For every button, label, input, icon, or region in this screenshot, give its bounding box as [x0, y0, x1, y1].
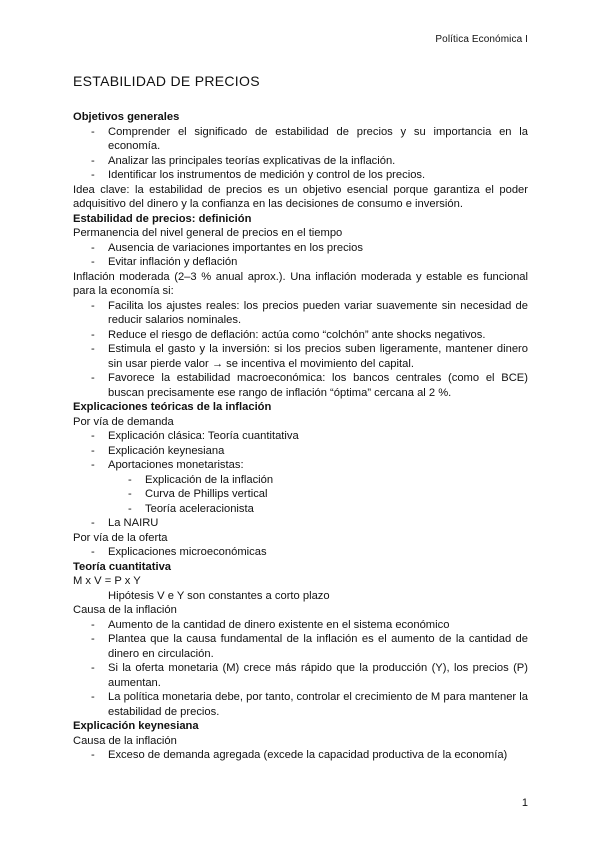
running-header: Política Económica I	[435, 34, 528, 45]
section-heading-objetivos: Objetivos generales	[73, 111, 180, 123]
page-title: ESTABILIDAD DE PRECIOS	[73, 73, 260, 89]
equation: M x V = P x Y	[73, 575, 141, 587]
sub-list-item: - Explicación de la inflación	[73, 473, 528, 488]
sub-list-item: - Curva de Phillips vertical	[73, 487, 528, 502]
demanda-label: Por vía de demanda	[73, 415, 174, 428]
list-item: - Facilita los ajustes reales: los precios pueden variar suavemente sin necesidad de reducir salarios nominales.	[73, 299, 528, 328]
definicion-intro: Permanencia del nivel general de precios en el tiempo	[73, 227, 343, 239]
section-heading-keynesiana: Explicación keynesiana	[73, 720, 199, 732]
causa-list	[73, 618, 528, 720]
idea-clave-paragraph: Idea clave: la estabilidad de precios es un objetivo esencial porque garantiza el poder adquisitivo del dinero y la confianza en las decisiones de consumo e inversión.	[73, 183, 528, 210]
section-heading-definicion: Estabilidad de precios: definición	[73, 212, 252, 225]
oferta-label: Por vía de la oferta	[73, 531, 168, 544]
list-item: - Plantea que la causa fundamental de la inflación es el aumento de la cantidad de dinero en circulación.	[73, 632, 528, 661]
list-item: - Aportaciones monetaristas:	[73, 458, 528, 473]
list-item: - Exceso de demanda agregada (excede la capacidad productiva de la economía)	[73, 748, 528, 763]
causa-label: Causa de la inflación	[73, 604, 177, 616]
list-item: - Estimula el gasto y la inversión: si los precios suben ligeramente, mantener dinero sin usar pierde valor → se incentiva el movimiento del capital.	[73, 342, 528, 371]
page-number: 1	[521, 797, 528, 809]
hypothesis: Hipótesis V e Y son constantes a corto plazo	[108, 589, 330, 602]
section-heading-explicaciones: Explicaciones teóricas de la inflación	[73, 401, 272, 413]
list-item: - Explicación clásica: Teoría cuantitativa	[73, 429, 528, 444]
list-item: - Comprender el significado de estabilidad de precios y su importancia en la economía.	[73, 125, 528, 154]
list-item: - Evitar inflación y deflación	[73, 255, 528, 270]
oferta-list	[73, 545, 528, 560]
list-item: - Ausencia de variaciones importantes en los precios	[73, 241, 528, 256]
list-item: - Explicaciones microeconómicas	[73, 545, 528, 560]
list-item: - Analizar las principales teorías explicativas de la inflación.	[73, 154, 528, 169]
list-item: - Identificar los instrumentos de medición y control de los precios.	[73, 168, 528, 183]
list-item: - Aumento de la cantidad de dinero existente en el sistema económico	[73, 618, 528, 633]
inflacion-moderada-paragraph: Inflación moderada (2–3 % anual aprox.). Una inflación moderada y estable es funcional para la economía si:	[73, 270, 528, 297]
list-item: - La política monetaria debe, por tanto, controlar el crecimiento de M para mantener la estabilidad de precios.	[73, 690, 528, 719]
section-heading-teoria-cuantitativa: Teoría cuantitativa	[73, 560, 172, 573]
list-item: - Si la oferta monetaria (M) crece más rápido que la producción (Y), los precios (P) aumentan.	[73, 661, 528, 690]
keynesiana-list	[73, 748, 528, 763]
list-item: - Explicación keynesiana	[73, 444, 528, 459]
list-item: - Favorece la estabilidad macroeconómica: los bancos centrales (como el BCE) buscan precisamente ese rango de inflación “óptima” cercana al 2 %.	[73, 371, 528, 400]
objetivos-list	[73, 125, 528, 183]
list-item: - La NAIRU	[73, 516, 528, 531]
definicion-list	[73, 241, 528, 270]
list-item: - Reduce el riesgo de deflación: actúa como “colchón” ante shocks negativos.	[73, 328, 528, 343]
document-body	[73, 72, 528, 763]
demanda-list	[73, 429, 528, 531]
benefits-list	[73, 299, 528, 401]
sub-list-item: - Teoría aceleracionista	[73, 502, 528, 517]
causa-label: Causa de la inflación	[73, 734, 177, 747]
